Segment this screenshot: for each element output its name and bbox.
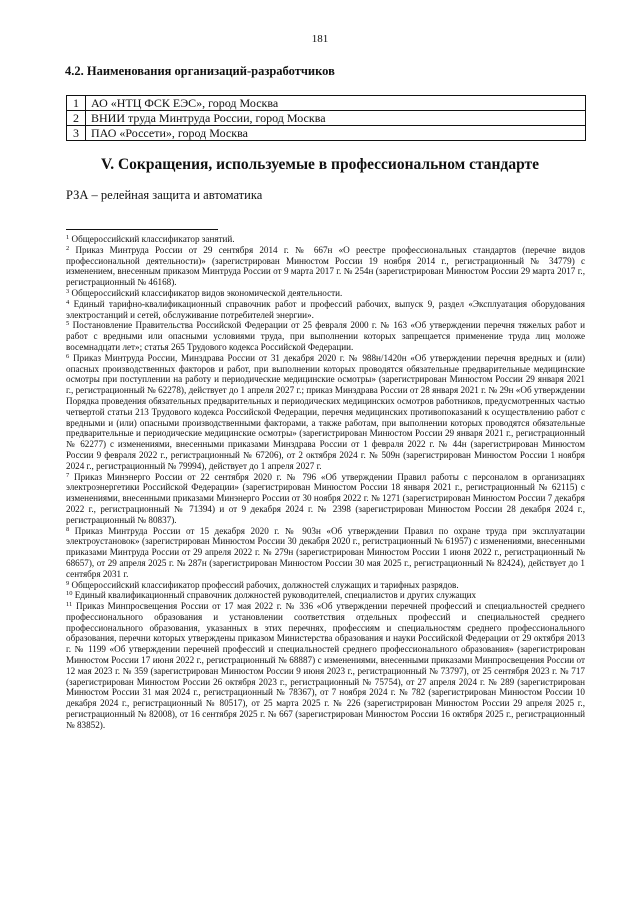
footnote-divider xyxy=(66,229,218,230)
footnote-mark: 5 xyxy=(66,320,70,328)
table-row xyxy=(67,126,586,141)
org-number: 3 xyxy=(67,126,86,141)
footnote-text: Приказ Минтруда России, Минздрава России от 31 декабря 2020 г. № 988н/1420н «Об утверждении перечня вредных и (или) опасных производственных факторов и работ, при выполнении которых проводятся обязательные предварительные медицинские осмотры при поступлении на работу и периодические медицинские осмотры» (зарегистрирован Минюстом России 29 января 2021 г., регистрационный № 62278), действует до 1 апреля 2027 г.; приказ Минздрава России от 28 января 2021 г. № 29н «Об утверждении Порядка проведения обязательных предварительных и периодических медицинских осмотров работников, предусмотренных частью четвертой статьи 213 Трудового кодекса Российской Федерации, перечня медицинских противопоказаний к осуществлению работ с вредными и (или) опасными производственными факторами, а также работам, при выполнении которых проводятся обязательные предварительные и периодические медицинские осмотры» (зарегистрирован Минюстом России 29 января 2021 г., регистрационный № 62277) с изменениями, внесенными приказами Минздрава России от 1 февраля 2022 г. № 44н (зарегистрирован Минюстом России 9 февраля 2022 г., регистрационный № 67206), от 2 октября 2024 г. № 509н (зарегистрирован Минюстом России 1 ноября 2024 г., регистрационный № 79994), действует до 1 апреля 2027 г. xyxy=(66,352,585,471)
footnote-1 xyxy=(66,234,585,245)
footnote-text: Единый квалификационный справочник должностей руководителей, специалистов и других служащих xyxy=(74,590,477,601)
abbreviation-entry: РЗА – релейная защита и автоматика xyxy=(66,188,263,202)
org-number: 1 xyxy=(67,96,86,111)
footnote-mark: 6 xyxy=(66,352,70,360)
footnote-11 xyxy=(66,601,585,731)
footnote-mark: 4 xyxy=(66,298,70,306)
org-number: 2 xyxy=(67,111,86,126)
footnote-text: Постановление Правительства Российской Федерации от 25 февраля 2000 г. № 163 «Об утверждении перечня тяжелых работ и работ с вредными или опасными условиями труда, при выполнении которых запрещается применение труда лиц моложе восемнадцати лет»; статья 265 Трудового кодекса Российской Федерации. xyxy=(66,320,585,352)
footnote-mark: 9 xyxy=(66,579,70,587)
footnote-9 xyxy=(66,580,585,591)
footnote-8 xyxy=(66,526,585,580)
chapter-title: V. Сокращения, используемые в профессиональном стандарте xyxy=(101,156,539,173)
footnote-mark: 1 xyxy=(66,234,70,241)
org-name: АО «НТЦ ФСК ЕЭС», город Москва xyxy=(86,96,586,111)
footnote-5 xyxy=(66,320,585,352)
footnote-text: Общероссийский классификатор видов экономической деятельности. xyxy=(71,287,343,298)
footnote-mark: 8 xyxy=(66,525,70,533)
footnote-text: Приказ Минэнерго России от 22 сентября 2020 г. № 796 «Об утверждении Правил работы с персоналом в организациях электроэнергетики Российской Федерации» (зарегистрирован Минюстом России 18 января 2021 г., регистрационный № 62115) с изменениями, внесенными приказами Минэнерго России от 30 ноября 2022 г. № 1271 (зарегистрирован Минюстом России 7 декабря 2022 г., регистрационный № 71394) и от 9 декабря 2024 г. № 2398 (зарегистрирован Минюстом России 28 декабря 2024 г., регистрационный № 80837). xyxy=(66,471,585,525)
footnote-mark: 10 xyxy=(66,590,73,598)
footnote-text: Общероссийский классификатор занятий. xyxy=(71,234,235,244)
organizations-table xyxy=(66,95,586,141)
footnote-text: Приказ Минтруда России от 15 декабря 2020 г. № 903н «Об утверждении Правил по охране труда при эксплуатации электроустановок» (зарегистрирован Минюстом России 30 декабря 2020 г., регистрационный № 61957) с изменениями, внесенными приказами Минтруда России от 29 апреля 2022 г. № 279н (зарегистрирован Минюстом России 1 июня 2022 г., регистрационный № 68657), от 29 апреля 2025 г. № 287н (зарегистрирован Минюстом России 30 мая 2025 г., регистрационный № 82424), действует до 1 сентября 2031 г. xyxy=(66,525,585,579)
org-name: ПАО «Россети», город Москва xyxy=(86,126,586,141)
footnote-7 xyxy=(66,472,585,526)
table-row xyxy=(67,96,586,111)
footnote-3 xyxy=(66,288,585,299)
org-name: ВНИИ труда Минтруда России, город Москва xyxy=(86,111,586,126)
page-number: 181 xyxy=(311,33,329,45)
footnote-mark: 7 xyxy=(66,471,70,479)
section-heading: 4.2. Наименования организаций-разработчиков xyxy=(65,64,335,78)
footnotes xyxy=(66,234,585,731)
footnote-text: Единый тарифно-квалификационный справочник работ и профессий рабочих, выпуск 9, раздел «Эксплуатация оборудования электростанций и сетей, обслуживание потребителей энергии». xyxy=(66,298,585,320)
footnote-4 xyxy=(66,299,585,321)
footnote-text: Приказ Минпросвещения России от 17 мая 2022 г. № 336 «Об утверждении перечней профессий и специальностей среднего профессионального образования и установлении соответствия отдельных профессий и специальностей среднего профессионального образования, указанных в этих перечнях, профессиям и специальностям среднего профессионального образования, перечни которых утверждены приказом Министерства образования и науки Российской Федерации от 29 октября 2013 г. № 1199 «Об утверждении перечней профессий и специальностей среднего профессионального образования» (зарегистрирован Минюстом России 17 июня 2022 г., регистрационный № 68887) с изменениями, внесенными приказами Минпросвещения России от 12 мая 2023 г. № 359 (зарегистрирован Минюстом России 9 июня 2023 г., регистрационный № 73797), от 25 сентября 2023 г. № 717 (зарегистрирован Минюстом России 26 октября 2023 г., регистрационный № 75754), от 27 апреля 2024 г. № 289 (зарегистрирован Минюстом России 31 мая 2024 г., регистрационный № 78367), от 7 ноября 2024 г. № 782 (зарегистрирован Минюстом России 10 декабря 2024 г., регистрационный № 80517), от 25 марта 2025 г. № 226 (зарегистрирован Минюстом России 29 апреля 2025 г., регистрационный № 82008), от 16 сентября 2025 г. № 667 (зарегистрирован Минюстом России 16 октября 2025 г., регистрационный № 83852). xyxy=(66,601,585,730)
footnote-text: Приказ Минтруда России от 29 сентября 2014 г. № 667н «О реестре профессиональных стандартов (перечне видов профессиональной деятельности)» (зарегистрирован Минюстом России 19 ноября 2014 г., регистрационный № 34779) с изменением, внесенным приказом Минтруда России от 9 марта 2017 г. № 254н (зарегистрирован Минюстом России 29 марта 2017 г., регистрационный № 46168). xyxy=(66,244,586,288)
table-row xyxy=(67,111,586,126)
footnote-mark: 11 xyxy=(66,601,73,609)
footnote-2 xyxy=(66,245,585,288)
footnote-6 xyxy=(66,353,585,472)
footnote-mark: 2 xyxy=(66,244,70,252)
footnote-10 xyxy=(66,590,585,601)
footnote-text: Общероссийский классификатор профессий рабочих, должностей служащих и тарифных разрядов. xyxy=(71,579,459,590)
footnote-mark: 3 xyxy=(66,287,70,295)
